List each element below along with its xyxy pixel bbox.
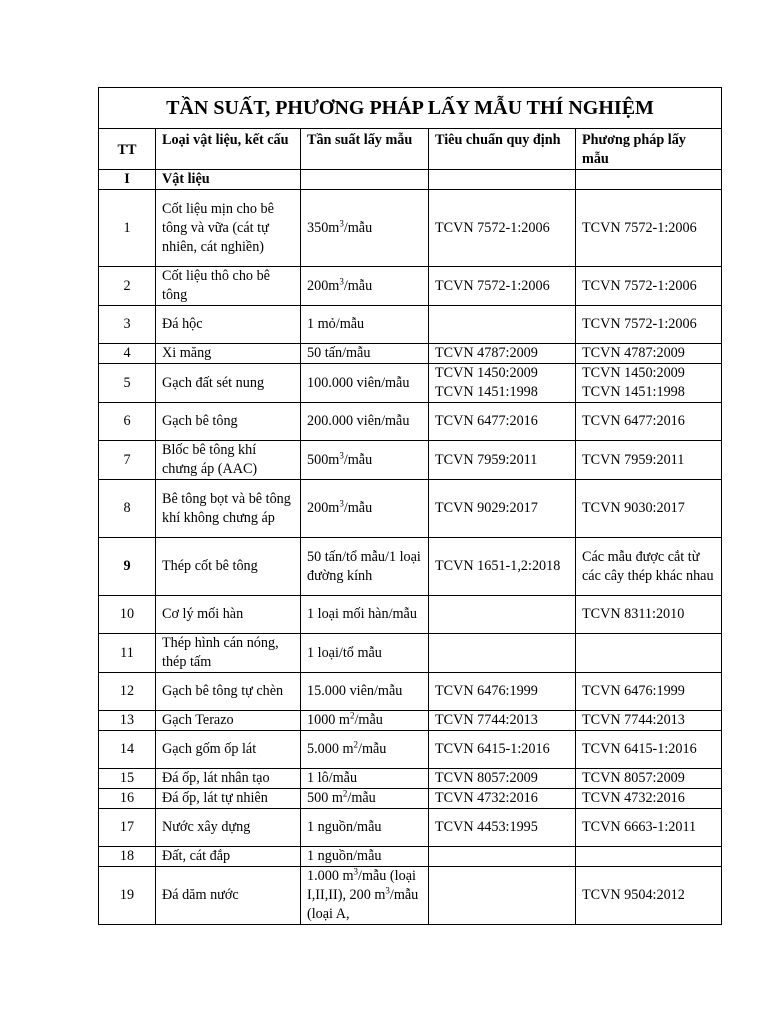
row-method: TCVN 6477:2016 (576, 403, 722, 441)
cell-text: 1 loại/tổ mẫu (307, 644, 382, 661)
table-row (99, 190, 722, 267)
row-standard: TCVN 1450:2009 TCVN 1451:1998 (429, 364, 576, 403)
row-material: Thép hình cán nóng, thép tấm (156, 634, 301, 673)
table-row (99, 867, 722, 925)
cell-text: 500m (307, 451, 340, 468)
document-page (98, 87, 721, 925)
row-standard: TCVN 4732:2016 (429, 789, 576, 809)
row-material: Gạch Terazo (156, 711, 301, 731)
row-method: TCVN 4787:2009 (576, 344, 722, 364)
row-method: TCVN 4732:2016 (576, 789, 722, 809)
cell-text: /mẫu (354, 712, 383, 728)
superscript: 3 (339, 275, 344, 286)
table-row (99, 847, 722, 867)
row-material: Gạch bê tông (156, 403, 301, 441)
row-method: TCVN 7572-1:2006 (576, 306, 722, 344)
row-tt: 4 (99, 344, 156, 364)
row-material: Đá dăm nước (156, 867, 301, 925)
row-tt: 5 (99, 364, 156, 403)
cell-text: /mẫu (loại I,II,II), 200 m (307, 868, 416, 903)
row-material: Gạch bê tông tự chèn (156, 673, 301, 711)
row-standard: TCVN 6477:2016 (429, 403, 576, 441)
section-tt: I (99, 170, 156, 190)
row-method: TCVN 9504:2012 (576, 867, 722, 925)
row-tt: 14 (99, 731, 156, 769)
table-row (99, 769, 722, 789)
cell-text: 1 lô/mẫu (307, 770, 358, 786)
row-frequency (301, 403, 429, 441)
row-method: TCVN 6415-1:2016 (576, 731, 722, 769)
row-frequency (301, 480, 429, 538)
row-tt: 8 (99, 480, 156, 538)
cell-text: 200m (307, 500, 340, 516)
cell-text: 1000 m (307, 712, 350, 728)
superscript: 2 (353, 739, 359, 750)
row-method (576, 847, 722, 867)
row-method: TCVN 7959:2011 (576, 441, 722, 480)
row-tt: 6 (99, 403, 156, 441)
cell-text: 1 nguồn/mẫu (307, 819, 382, 835)
row-frequency (301, 634, 429, 673)
row-frequency (301, 344, 429, 364)
row-tt: 1 (99, 190, 156, 267)
row-frequency (301, 441, 429, 480)
row-method: TCVN 8311:2010 (576, 596, 722, 634)
cell-text: 100.000 viên/mẫu (307, 374, 410, 391)
row-method: Các mẫu được cắt từ các cây thép khác nhau (576, 538, 722, 596)
table-row (99, 711, 722, 731)
row-frequency (301, 867, 429, 925)
row-tt: 15 (99, 769, 156, 789)
row-standard: TCVN 7572-1:2006 (429, 267, 576, 306)
row-standard: TCVN 8057:2009 (429, 769, 576, 789)
table-row (99, 403, 722, 441)
row-material: Đất, cát đắp (156, 847, 301, 867)
header-frequency: Tần suất lấy mẫu (301, 129, 429, 170)
header-tt: TT (99, 129, 156, 170)
row-frequency (301, 789, 429, 809)
cell-text: 50 tấn/mẫu (307, 345, 371, 361)
section-name: Vật liệu (156, 170, 301, 190)
row-frequency (301, 596, 429, 634)
row-method: TCVN 7744:2013 (576, 711, 722, 731)
row-material: Đá ốp, lát tự nhiên (156, 789, 301, 809)
table-row (99, 344, 722, 364)
cell-text: /mẫu (358, 741, 387, 757)
header-method: Phương pháp lấy mẫu (576, 129, 722, 170)
row-frequency (301, 809, 429, 847)
row-tt: 13 (99, 711, 156, 731)
row-material: Đá hộc (156, 306, 301, 344)
table-row (99, 809, 722, 847)
row-standard (429, 847, 576, 867)
superscript: 3 (353, 866, 359, 877)
row-material: Bê tông bọt và bê tông khí không chưng áp (156, 480, 301, 538)
row-standard (429, 634, 576, 673)
header-standard: Tiêu chuẩn quy định (429, 129, 576, 170)
row-material: Thép cốt bê tông (156, 538, 301, 596)
row-tt: 19 (99, 867, 156, 925)
superscript: 3 (385, 885, 390, 896)
row-method: TCVN 6476:1999 (576, 673, 722, 711)
table-row (99, 364, 722, 403)
row-material: Blốc bê tông khí chưng áp (AAC) (156, 441, 301, 480)
row-method: TCVN 7572-1:2006 (576, 190, 722, 267)
row-tt: 2 (99, 267, 156, 306)
row-frequency (301, 190, 429, 267)
row-material: Đá ốp, lát nhân tạo (156, 769, 301, 789)
header-row (99, 129, 722, 170)
section-empty (301, 170, 429, 190)
table-row (99, 267, 722, 306)
row-material: Cơ lý mối hàn (156, 596, 301, 634)
cell-text: 1 nguồn/mẫu (307, 848, 382, 864)
cell-text: /mẫu (343, 500, 373, 516)
row-material: Gạch đất sét nung (156, 364, 301, 403)
cell-text: /mẫu (343, 451, 373, 468)
row-standard: TCVN 4787:2009 (429, 344, 576, 364)
row-tt: 18 (99, 847, 156, 867)
cell-text: 350m (307, 219, 340, 236)
superscript: 3 (339, 498, 344, 509)
section-empty (576, 170, 722, 190)
row-frequency (301, 306, 429, 344)
table-row (99, 441, 722, 480)
cell-text: 50 tấn/tổ mẫu/1 loại đường kính (307, 548, 421, 584)
row-frequency (301, 538, 429, 596)
row-tt: 17 (99, 809, 156, 847)
cell-text: /mẫu (loại A, (307, 887, 419, 922)
row-tt: 7 (99, 441, 156, 480)
table-row (99, 538, 722, 596)
cell-text: /mẫu (343, 277, 373, 294)
table-row (99, 480, 722, 538)
row-standard: TCVN 4453:1995 (429, 809, 576, 847)
row-standard: TCVN 7959:2011 (429, 441, 576, 480)
cell-text: 500 m (307, 790, 343, 806)
row-standard (429, 867, 576, 925)
row-method: TCVN 1450:2009 TCVN 1451:1998 (576, 364, 722, 403)
table-row (99, 789, 722, 809)
cell-text: /mẫu (347, 790, 376, 806)
superscript: 3 (339, 449, 344, 460)
row-frequency (301, 711, 429, 731)
row-method: TCVN 7572-1:2006 (576, 267, 722, 306)
row-frequency (301, 267, 429, 306)
row-standard: TCVN 1651-1,2:2018 (429, 538, 576, 596)
row-method (576, 634, 722, 673)
table-row (99, 731, 722, 769)
row-standard: TCVN 7744:2013 (429, 711, 576, 731)
row-material: Gạch gốm ốp lát (156, 731, 301, 769)
table-row (99, 306, 722, 344)
cell-text: 5.000 m (307, 741, 354, 757)
cell-text: 200.000 viên/mẫu (307, 413, 410, 429)
row-tt: 9 (99, 538, 156, 596)
row-material: Cốt liệu thô cho bê tông (156, 267, 301, 306)
row-material: Nước xây dựng (156, 809, 301, 847)
row-method: TCVN 6663-1:2011 (576, 809, 722, 847)
cell-text: 15.000 viên/mẫu (307, 683, 403, 699)
superscript: 2 (349, 710, 355, 721)
row-method: TCVN 8057:2009 (576, 769, 722, 789)
row-tt: 16 (99, 789, 156, 809)
table-row (99, 634, 722, 673)
table-row (99, 673, 722, 711)
row-method: TCVN 9030:2017 (576, 480, 722, 538)
row-frequency (301, 847, 429, 867)
row-tt: 10 (99, 596, 156, 634)
row-tt: 11 (99, 634, 156, 673)
table-title: TẦN SUẤT, PHƯƠNG PHÁP LẤY MẪU THÍ NGHIỆM (99, 88, 722, 129)
row-material: Cốt liệu mịn cho bê tông và vữa (cát tự nhiên, cát nghiền) (156, 190, 301, 267)
row-standard (429, 596, 576, 634)
cell-text: 200m (307, 277, 340, 294)
row-frequency (301, 769, 429, 789)
row-frequency (301, 731, 429, 769)
row-material: Xi măng (156, 344, 301, 364)
section-row (99, 170, 722, 190)
row-frequency (301, 364, 429, 403)
superscript: 3 (339, 217, 344, 228)
row-tt: 3 (99, 306, 156, 344)
row-tt: 12 (99, 673, 156, 711)
row-standard: TCVN 6476:1999 (429, 673, 576, 711)
superscript: 2 (342, 788, 348, 799)
cell-text: 1 mỏ/mẫu (307, 316, 365, 332)
row-standard (429, 306, 576, 344)
title-row (99, 88, 722, 129)
section-empty (429, 170, 576, 190)
cell-text: 1.000 m (307, 868, 354, 884)
sampling-table (98, 87, 722, 925)
row-standard: TCVN 7572-1:2006 (429, 190, 576, 267)
row-standard: TCVN 6415-1:2016 (429, 731, 576, 769)
row-frequency (301, 673, 429, 711)
row-standard: TCVN 9029:2017 (429, 480, 576, 538)
table-row (99, 596, 722, 634)
cell-text: /mẫu (343, 219, 373, 236)
header-material: Loại vật liệu, kết cấu (156, 129, 301, 170)
cell-text: 1 loại mối hàn/mẫu (307, 606, 417, 622)
